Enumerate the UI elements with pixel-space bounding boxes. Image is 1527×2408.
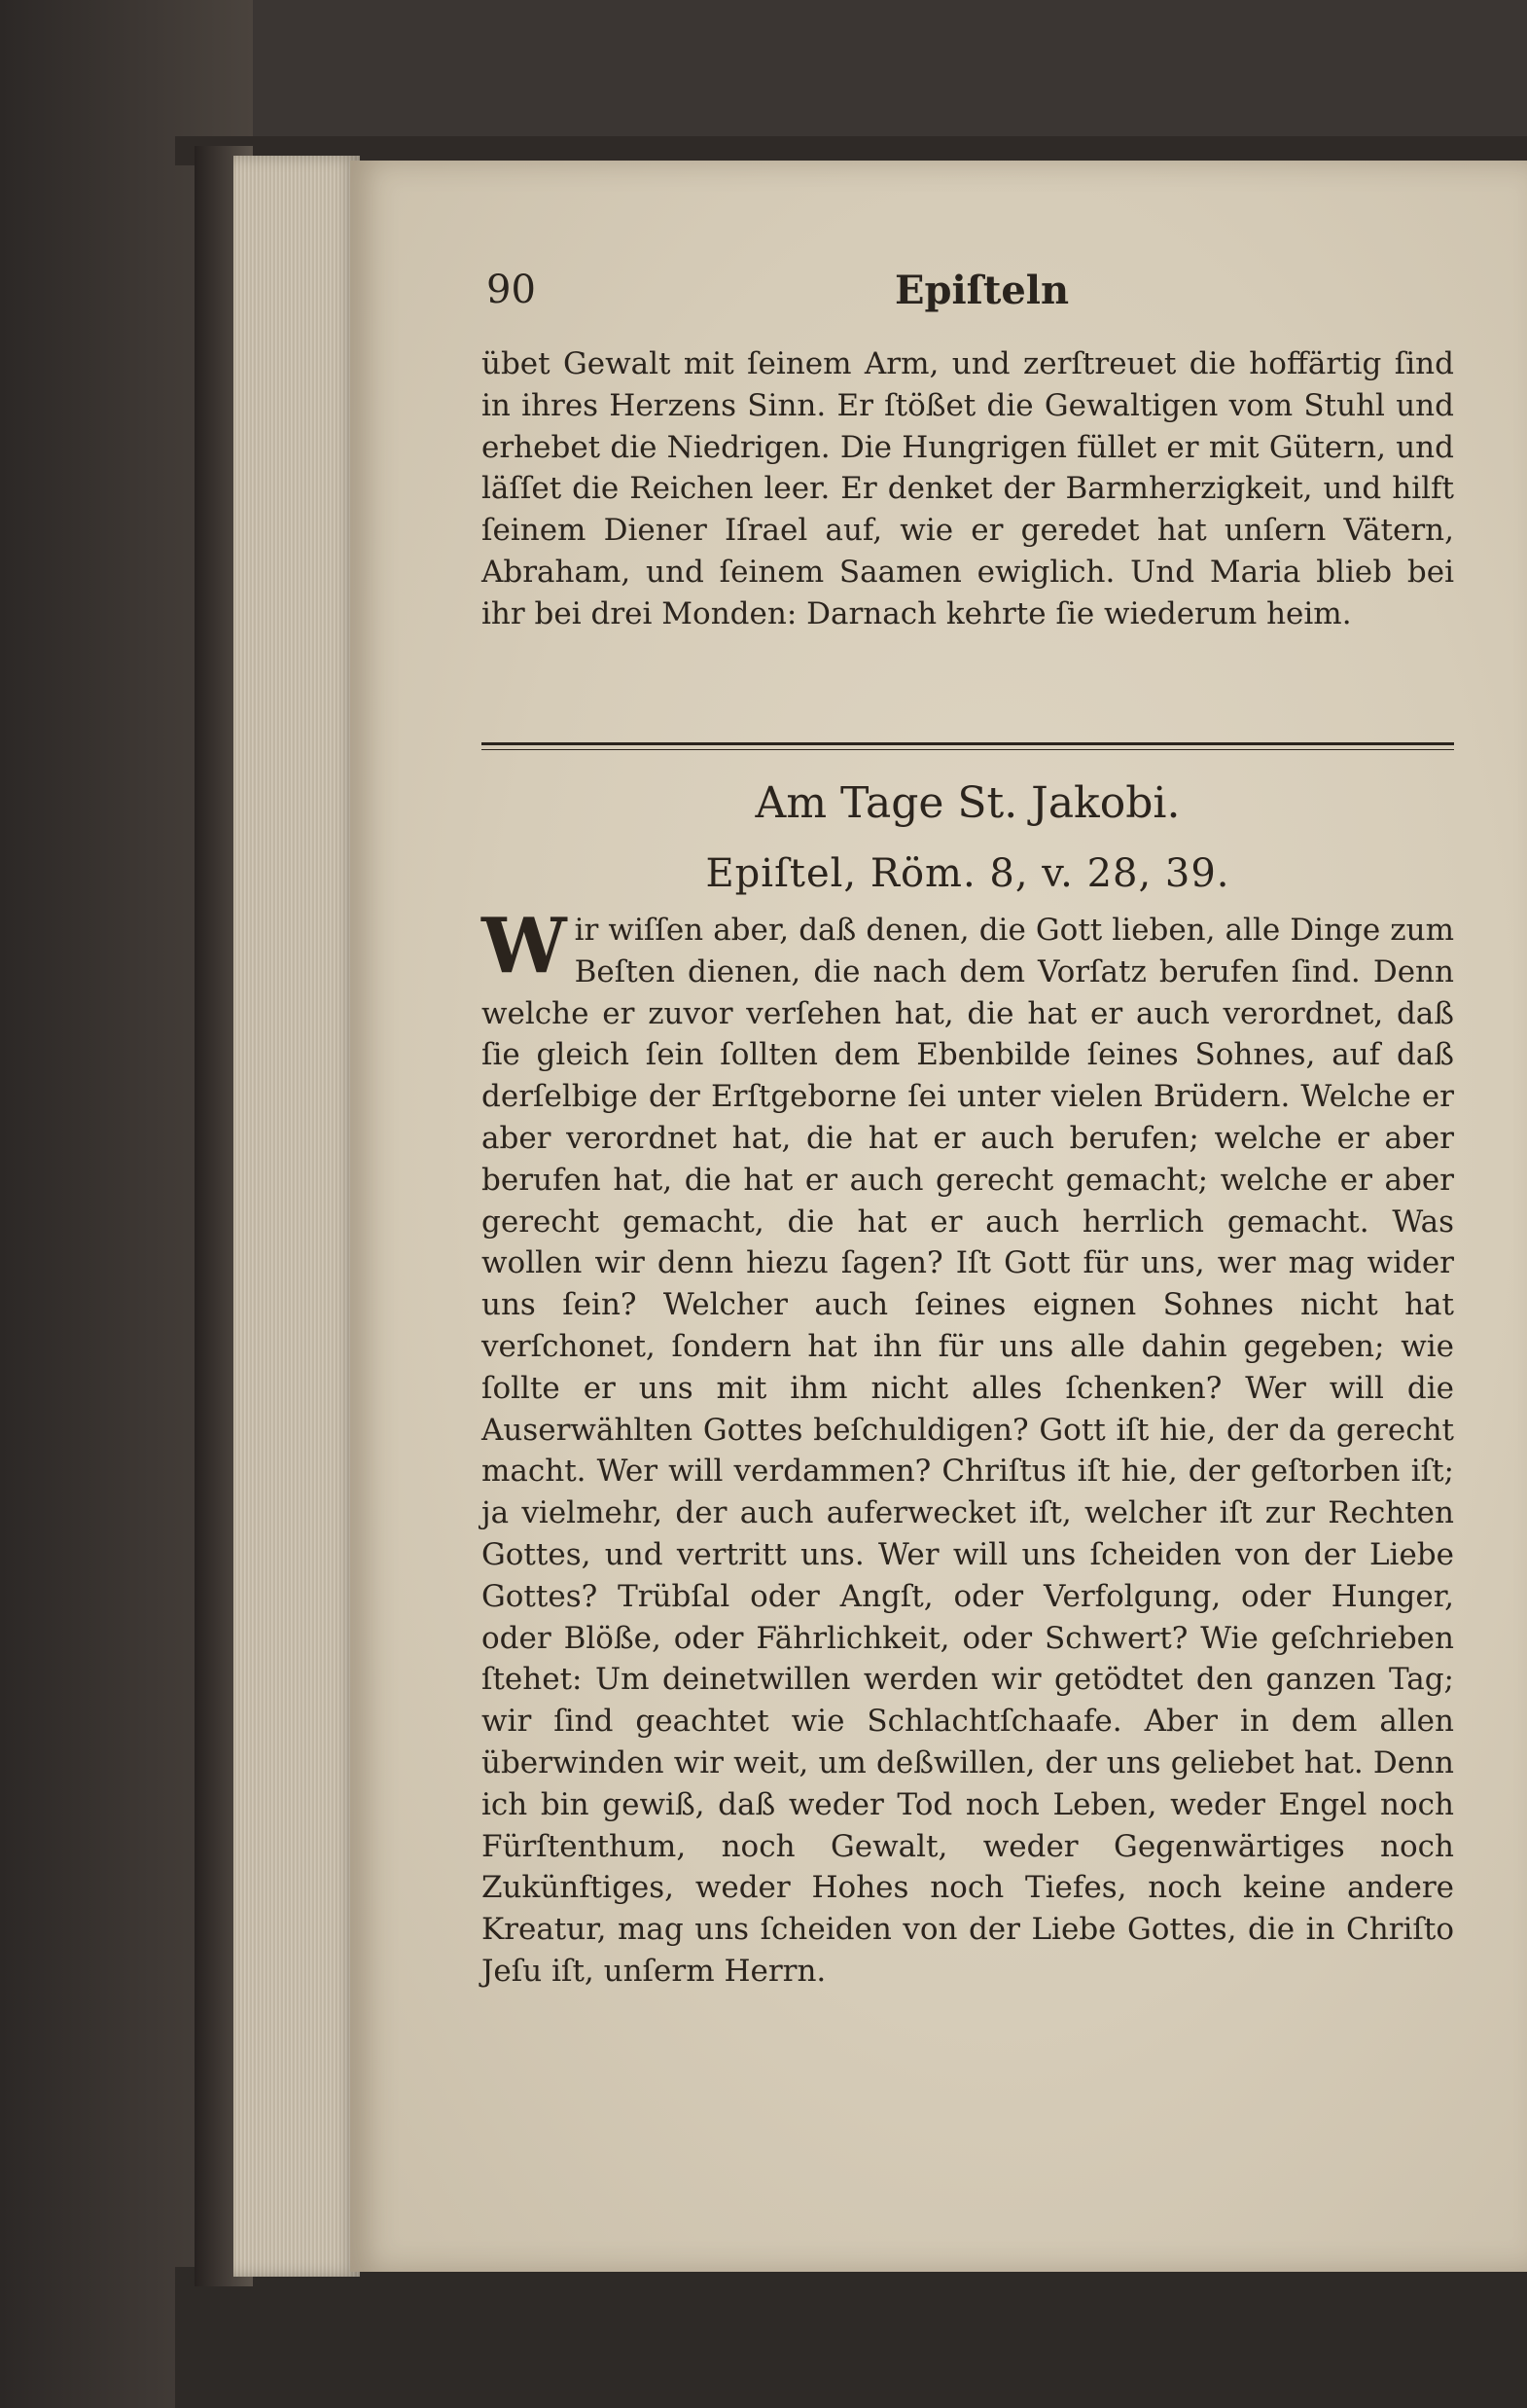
running-head: Epiſteln [895, 268, 1070, 313]
main-paragraph-text: ir wiſſen aber, daß denen, die Gott lieben, alle Dinge zum Beſten dienen, die nach dem Vorſatz berufen ſind. Denn welche er zuvor verſehen hat, die hat er auch verordnet, daß ſie gleich ſein ſollten dem Ebenbilde ſeines Sohnes, auf daß derſelbige der Erſtgeborne ſei unter vielen Brüdern. Welche er aber verordnet hat, die hat er auch berufen; welche er aber berufen hat, die hat er auch gerecht gemacht; welche er aber gerecht gemacht, die hat er auch herrlich gemacht. Was wollen wir denn hiezu ſagen? Iſt Gott für uns, wer mag wider uns ſein? Welcher auch ſeines eignen Sohnes nicht hat verſchonet, ſondern hat ihn für uns alle dahin gegeben; wie ſollte er uns mit ihm nicht alles ſchenken? Wer will die Auserwählten Gottes beſchuldigen? Gott iſt hie, der da gerecht macht. Wer will verdammen? Chriſtus iſt hie, der geſtorben iſt; ja vielmehr, der auch auferwecket iſt, welcher iſt zur Rechten Gottes, und vertritt uns. Wer will uns ſcheiden von der Liebe Gottes? Trübſal oder Angſt, oder Verfolgung, oder Hunger, oder Blöße, oder Fährlichkeit, oder Schwert? Wie geſchrieben ſtehet: Um deinetwillen werden wir getödtet den ganzen Tag; wir ſind geachtet wie Schlachtſchaafe. Aber in dem allen überwinden wir weit, um deßwillen, der uns geliebet hat. Denn ich bin gewiß, daß weder Tod noch Leben, weder Engel noch Fürſtenthum, noch Gewalt, weder Gegenwärtiges noch Zukünftiges, weder Hohes noch Tiefes, noch keine andere Kreatur, mag uns ſcheiden von der Liebe Gottes, die in Chriſto Jeſu iſt, unſerm Herrn. [481, 913, 1454, 1989]
book-cover-bottom [175, 2267, 1527, 2408]
section-title: Am Tage St. Jakobi. [755, 778, 1181, 828]
drop-initial: W [481, 902, 567, 990]
main-paragraph [481, 902, 1454, 1993]
section-subtitle: Epiſtel, Röm. 8, v. 28, 39. [705, 851, 1230, 896]
page-number: 90 [486, 268, 536, 312]
page-edges [233, 156, 360, 2277]
top-paragraph: übet Gewalt mit ſeinem Arm, und zerſtreuet die hoffärtig ſind in ihres Herzens Sinn. Er ſtößet die Gewaltigen vom Stuhl und erhebet die Niedrigen. Die Hungrigen füllet er mit Gütern, und läſſet die Reichen leer. Er denket der Barmherzigkeit, und hilft ſeinem Diener Iſrael auf, wie er geredet hat unſern Vätern, Abraham, und ſeinem Saamen ewiglich. Und Maria blieb bei ihr bei drei Monden: Darnach kehrte ſie wiederum heim. [481, 346, 1454, 631]
section-divider [481, 742, 1454, 750]
